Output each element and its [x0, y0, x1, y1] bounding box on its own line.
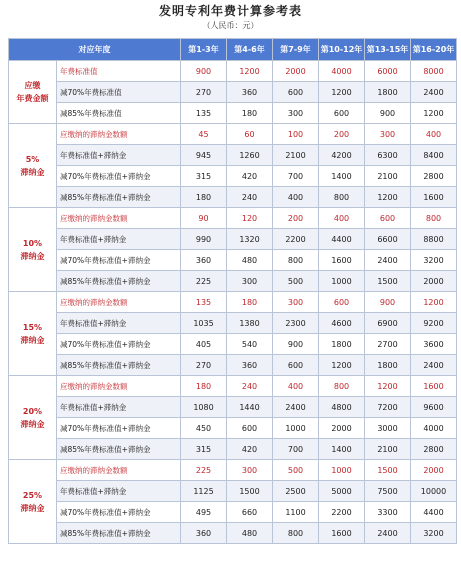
fee-value-cell: 400	[273, 376, 319, 397]
fee-value-cell: 5000	[319, 481, 365, 502]
fee-value-cell: 8800	[411, 229, 457, 250]
fee-value-cell: 3600	[411, 334, 457, 355]
fee-value-cell: 900	[365, 292, 411, 313]
fee-value-cell: 1200	[365, 187, 411, 208]
row-item-label: 年费标准值+滞纳金	[57, 481, 181, 502]
fee-value-cell: 4400	[319, 229, 365, 250]
fee-value-cell: 2700	[365, 334, 411, 355]
fee-value-cell: 480	[227, 250, 273, 271]
fee-value-cell: 1200	[365, 376, 411, 397]
fee-value-cell: 4800	[319, 397, 365, 418]
fee-value-cell: 1320	[227, 229, 273, 250]
fee-table	[8, 38, 457, 544]
fee-value-cell: 180	[181, 376, 227, 397]
fee-value-cell: 1200	[411, 103, 457, 124]
fee-value-cell: 1500	[227, 481, 273, 502]
document-subtitle: （人民币：元）	[202, 21, 259, 30]
row-item-label: 年费标准值+滞纳金	[57, 145, 181, 166]
table-row	[9, 166, 457, 187]
header-year-label: 对应年度	[9, 39, 181, 61]
row-item-label: 应缴纳的滞纳金数额	[57, 124, 181, 145]
group-label-line: 滞纳金	[20, 251, 45, 261]
fee-value-cell: 3200	[411, 523, 457, 544]
fee-value-cell: 700	[273, 439, 319, 460]
group-label-line: 滞纳金	[20, 503, 45, 513]
fee-value-cell: 1400	[319, 166, 365, 187]
fee-value-cell: 1000	[273, 418, 319, 439]
fee-value-cell: 2800	[411, 166, 457, 187]
row-item-label: 年费标准值+滞纳金	[57, 397, 181, 418]
fee-value-cell: 4400	[411, 502, 457, 523]
fee-value-cell: 120	[227, 208, 273, 229]
row-item-label: 应缴纳的滞纳金数额	[57, 376, 181, 397]
fee-value-cell: 1800	[365, 355, 411, 376]
fee-value-cell: 10000	[411, 481, 457, 502]
fee-value-cell: 6300	[365, 145, 411, 166]
fee-value-cell: 9600	[411, 397, 457, 418]
group-label	[9, 61, 57, 124]
table-row	[9, 229, 457, 250]
fee-value-cell: 3300	[365, 502, 411, 523]
row-item-label: 年费标准值+滞纳金	[57, 313, 181, 334]
fee-value-cell: 2100	[273, 145, 319, 166]
group-label-line: 滞纳金	[20, 419, 45, 429]
table-header-row	[9, 39, 457, 61]
row-item-label: 减70%年费标准值+滞纳金	[57, 502, 181, 523]
fee-value-cell: 360	[181, 523, 227, 544]
fee-value-cell: 3000	[365, 418, 411, 439]
fee-value-cell: 3200	[411, 250, 457, 271]
group-label	[9, 376, 57, 460]
fee-value-cell: 1600	[411, 376, 457, 397]
fee-value-cell: 180	[227, 292, 273, 313]
group-label	[9, 208, 57, 292]
row-item-label: 减85%年费标准值	[57, 103, 181, 124]
table-row	[9, 82, 457, 103]
fee-value-cell: 1600	[411, 187, 457, 208]
fee-value-cell: 600	[273, 355, 319, 376]
header-year-range: 第7-9年	[273, 39, 319, 61]
fee-value-cell: 360	[227, 355, 273, 376]
fee-value-cell: 800	[273, 250, 319, 271]
fee-value-cell: 700	[273, 166, 319, 187]
fee-value-cell: 1440	[227, 397, 273, 418]
fee-value-cell: 1800	[365, 82, 411, 103]
fee-value-cell: 100	[273, 124, 319, 145]
fee-value-cell: 600	[273, 82, 319, 103]
fee-value-cell: 270	[181, 82, 227, 103]
fee-value-cell: 300	[365, 124, 411, 145]
fee-value-cell: 7200	[365, 397, 411, 418]
group-label-line: 10%	[22, 238, 43, 248]
table-row	[9, 124, 457, 145]
fee-value-cell: 900	[181, 61, 227, 82]
fee-value-cell: 8400	[411, 145, 457, 166]
fee-value-cell: 300	[273, 103, 319, 124]
fee-value-cell: 600	[365, 208, 411, 229]
fee-value-cell: 7500	[365, 481, 411, 502]
fee-value-cell: 2500	[273, 481, 319, 502]
table-body	[9, 61, 457, 544]
table-row	[9, 292, 457, 313]
fee-value-cell: 300	[227, 271, 273, 292]
fee-value-cell: 990	[181, 229, 227, 250]
fee-value-cell: 1260	[227, 145, 273, 166]
fee-value-cell: 240	[227, 376, 273, 397]
fee-value-cell: 600	[319, 292, 365, 313]
fee-value-cell: 1380	[227, 313, 273, 334]
fee-value-cell: 420	[227, 166, 273, 187]
table-row	[9, 313, 457, 334]
group-label-line: 20%	[22, 406, 43, 416]
fee-value-cell: 2100	[365, 439, 411, 460]
row-item-label: 减85%年费标准值+滞纳金	[57, 271, 181, 292]
table-row	[9, 187, 457, 208]
fee-value-cell: 450	[181, 418, 227, 439]
table-row	[9, 355, 457, 376]
fee-value-cell: 1000	[319, 271, 365, 292]
row-item-label: 减70%年费标准值+滞纳金	[57, 334, 181, 355]
group-label-line: 滞纳金	[20, 167, 45, 177]
fee-value-cell: 1125	[181, 481, 227, 502]
header-year-range: 第1-3年	[181, 39, 227, 61]
fee-value-cell: 240	[227, 187, 273, 208]
fee-value-cell: 2100	[365, 166, 411, 187]
table-row	[9, 376, 457, 397]
fee-value-cell: 180	[181, 187, 227, 208]
group-label-line: 25%	[22, 490, 43, 500]
fee-value-cell: 2400	[365, 250, 411, 271]
fee-value-cell: 400	[273, 187, 319, 208]
fee-value-cell: 1035	[181, 313, 227, 334]
fee-value-cell: 1200	[319, 355, 365, 376]
fee-value-cell: 800	[319, 187, 365, 208]
fee-value-cell: 300	[227, 460, 273, 481]
fee-value-cell: 6900	[365, 313, 411, 334]
fee-value-cell: 500	[273, 271, 319, 292]
fee-value-cell: 2300	[273, 313, 319, 334]
group-label-line: 15%	[22, 322, 43, 332]
fee-value-cell: 1200	[319, 82, 365, 103]
fee-value-cell: 2400	[365, 523, 411, 544]
header-year-range: 第10-12年	[319, 39, 365, 61]
fee-value-cell: 4000	[319, 61, 365, 82]
fee-value-cell: 600	[319, 103, 365, 124]
fee-value-cell: 2200	[319, 502, 365, 523]
group-label	[9, 292, 57, 376]
document-title: 发明专利年费计算参考表	[158, 4, 302, 18]
fee-value-cell: 1100	[273, 502, 319, 523]
fee-value-cell: 420	[227, 439, 273, 460]
fee-value-cell: 1200	[227, 61, 273, 82]
fee-value-cell: 1500	[365, 460, 411, 481]
fee-value-cell: 45	[181, 124, 227, 145]
fee-value-cell: 180	[227, 103, 273, 124]
fee-value-cell: 405	[181, 334, 227, 355]
table-row	[9, 523, 457, 544]
fee-value-cell: 360	[181, 250, 227, 271]
group-label	[9, 124, 57, 208]
fee-value-cell: 660	[227, 502, 273, 523]
fee-value-cell: 4000	[411, 418, 457, 439]
fee-value-cell: 1600	[319, 250, 365, 271]
header-year-range: 第16-20年	[411, 39, 457, 61]
table-row	[9, 334, 457, 355]
group-label-line: 应缴	[24, 81, 41, 90]
fee-value-cell: 4600	[319, 313, 365, 334]
fee-value-cell: 1400	[319, 439, 365, 460]
fee-value-cell: 495	[181, 502, 227, 523]
fee-value-cell: 135	[181, 292, 227, 313]
fee-value-cell: 300	[273, 292, 319, 313]
header-year-range: 第4-6年	[227, 39, 273, 61]
group-label-line: 5%	[25, 154, 40, 164]
fee-value-cell: 2400	[411, 355, 457, 376]
row-item-label: 减85%年费标准值+滞纳金	[57, 523, 181, 544]
fee-value-cell: 270	[181, 355, 227, 376]
fee-value-cell: 2800	[411, 439, 457, 460]
fee-value-cell: 2000	[273, 61, 319, 82]
fee-value-cell: 225	[181, 271, 227, 292]
fee-value-cell: 360	[227, 82, 273, 103]
row-item-label: 应缴纳的滞纳金数额	[57, 292, 181, 313]
fee-value-cell: 1800	[319, 334, 365, 355]
table-row	[9, 250, 457, 271]
fee-value-cell: 2200	[273, 229, 319, 250]
group-label-line: 滞纳金	[20, 335, 45, 345]
fee-value-cell: 1600	[319, 523, 365, 544]
group-label-line: 年费金额	[16, 94, 49, 103]
fee-value-cell: 2400	[273, 397, 319, 418]
fee-value-cell: 315	[181, 166, 227, 187]
fee-value-cell: 8000	[411, 61, 457, 82]
fee-value-cell: 600	[227, 418, 273, 439]
fee-value-cell: 800	[411, 208, 457, 229]
table-row	[9, 61, 457, 82]
row-item-label: 年费标准值	[57, 61, 181, 82]
table-row	[9, 481, 457, 502]
fee-value-cell: 500	[273, 460, 319, 481]
row-item-label: 减85%年费标准值+滞纳金	[57, 187, 181, 208]
fee-value-cell: 315	[181, 439, 227, 460]
table-row	[9, 271, 457, 292]
fee-value-cell: 800	[319, 376, 365, 397]
row-item-label: 减85%年费标准值+滞纳金	[57, 439, 181, 460]
fee-value-cell: 400	[319, 208, 365, 229]
table-row	[9, 145, 457, 166]
table-row	[9, 460, 457, 481]
fee-value-cell: 200	[319, 124, 365, 145]
row-item-label: 减70%年费标准值+滞纳金	[57, 250, 181, 271]
row-item-label: 减70%年费标准值+滞纳金	[57, 418, 181, 439]
fee-value-cell: 2400	[411, 82, 457, 103]
fee-value-cell: 1080	[181, 397, 227, 418]
fee-value-cell: 900	[273, 334, 319, 355]
fee-value-cell: 90	[181, 208, 227, 229]
fee-value-cell: 1200	[411, 292, 457, 313]
table-row	[9, 502, 457, 523]
row-item-label: 减70%年费标准值+滞纳金	[57, 166, 181, 187]
fee-value-cell: 540	[227, 334, 273, 355]
fee-value-cell: 225	[181, 460, 227, 481]
table-row	[9, 103, 457, 124]
fee-value-cell: 1000	[319, 460, 365, 481]
row-item-label: 应缴纳的滞纳金数额	[57, 460, 181, 481]
header-year-range: 第13-15年	[365, 39, 411, 61]
fee-value-cell: 6000	[365, 61, 411, 82]
fee-value-cell: 60	[227, 124, 273, 145]
fee-value-cell: 2000	[411, 271, 457, 292]
fee-value-cell: 945	[181, 145, 227, 166]
table-row	[9, 439, 457, 460]
fee-value-cell: 2000	[319, 418, 365, 439]
fee-value-cell: 400	[411, 124, 457, 145]
table-row	[9, 418, 457, 439]
row-item-label: 减85%年费标准值+滞纳金	[57, 355, 181, 376]
fee-value-cell: 9200	[411, 313, 457, 334]
fee-value-cell: 135	[181, 103, 227, 124]
row-item-label: 减70%年费标准值	[57, 82, 181, 103]
row-item-label: 应缴纳的滞纳金数额	[57, 208, 181, 229]
fee-value-cell: 1500	[365, 271, 411, 292]
fee-value-cell: 200	[273, 208, 319, 229]
fee-value-cell: 900	[365, 103, 411, 124]
fee-value-cell: 800	[273, 523, 319, 544]
fee-value-cell: 480	[227, 523, 273, 544]
table-row	[9, 208, 457, 229]
table-row	[9, 397, 457, 418]
fee-value-cell: 2000	[411, 460, 457, 481]
row-item-label: 年费标准值+滞纳金	[57, 229, 181, 250]
fee-value-cell: 6600	[365, 229, 411, 250]
fee-value-cell: 4200	[319, 145, 365, 166]
group-label	[9, 460, 57, 544]
